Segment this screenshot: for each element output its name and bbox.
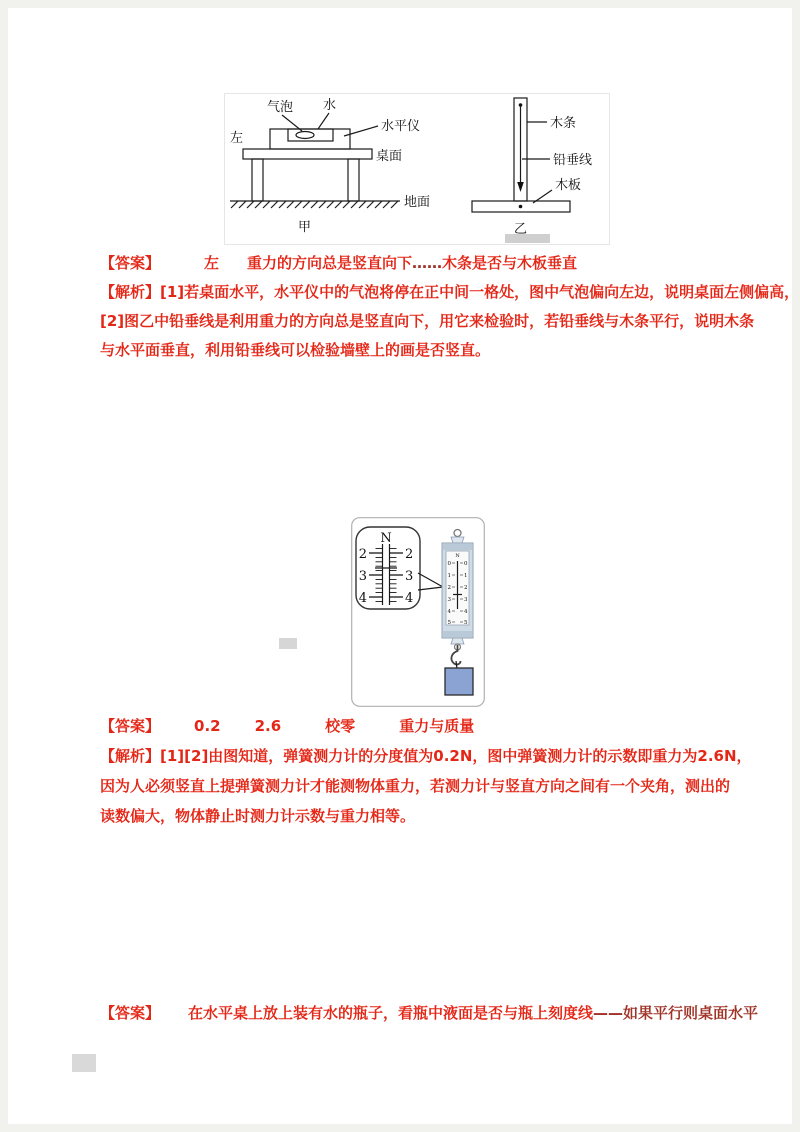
table-leg-left <box>252 159 263 201</box>
level-plumb-drawing <box>225 94 609 244</box>
scale-num-right-0: 0 <box>464 561 468 567</box>
top-bracket <box>451 537 464 543</box>
analysis2-line-3: 读数偏大，物体静止时测力计示数与重力相等。 <box>100 807 416 825</box>
scale-num-right-1: 1 <box>464 573 468 579</box>
answer3-line <box>100 1003 758 1023</box>
scale-num-right-2: 2 <box>464 585 468 591</box>
callout-num-left-2: 2 <box>358 547 367 562</box>
plumb-arrowhead <box>517 182 524 192</box>
scale-num-left-1: 1 <box>447 573 451 579</box>
scale-num-right-5: 5 <box>464 620 468 626</box>
fig-b-highlight <box>505 234 550 243</box>
answer2-blank-3: 校零 <box>325 717 356 735</box>
level-leader-line <box>344 126 378 136</box>
analysis2-line-2: 因为人必须竖直上提弹簧测力计才能测物体重力，若测力计与竖直方向之间有一个夹角，测出的 <box>100 777 731 795</box>
scale-num-left-5: 5 <box>447 620 451 626</box>
bubble-label: 气泡 <box>267 100 294 115</box>
answer3-main: 在水平桌上放上装有水的瓶子，看瓶中液面是否与瓶上刻度线 <box>188 1004 594 1022</box>
callout-num-left-4: 4 <box>358 591 367 606</box>
callout-num-right-4: 4 <box>405 591 414 606</box>
wood-strip-label: 木条 <box>550 116 577 131</box>
answer1-main: 重力的方向总是竖直向下 <box>247 254 413 272</box>
water-label: 水 <box>323 98 337 113</box>
spring-scale-drawing <box>351 517 485 707</box>
answer2-blank-2: 2.6 <box>254 717 282 735</box>
scale-body-bottom-cap <box>443 631 472 637</box>
analysis2-line-1: 【解析】[1][2]由图知道，弹簧测力计的分度值为0.2N，图中弹簧测力计的示数即重力为2.6N， <box>100 747 752 765</box>
table-leg-right <box>348 159 359 201</box>
scale-num-left-4: 4 <box>447 609 451 615</box>
scale-num-left-0: 0 <box>447 561 451 567</box>
plate-unit-label: N <box>455 553 460 559</box>
fig-a-label: 甲 <box>298 220 312 235</box>
highlight-dash <box>279 638 297 649</box>
weight-cube <box>445 668 473 695</box>
answer2-line <box>100 716 474 736</box>
answer2-blank-4: 重力与质量 <box>399 717 475 735</box>
ground-label: 地面 <box>404 195 431 210</box>
analysis1-line-3: 与水平面垂直，利用铅垂线可以检验墙壁上的画是否竖直。 <box>100 341 491 359</box>
wood-board-label: 木板 <box>555 178 582 193</box>
callout-num-right-2: 2 <box>405 547 414 562</box>
answer3-tail: 如果平行则桌面水平 <box>623 1004 759 1022</box>
scale-num-right-4: 4 <box>464 609 468 615</box>
left-label: 左 <box>230 131 244 146</box>
callout-unit-label: N <box>380 531 392 546</box>
table-top-label: 桌面 <box>376 149 403 164</box>
answer2-blank-1: 0.2 <box>194 717 221 735</box>
figure-level-and-plumb <box>224 93 610 245</box>
level-tool-label: 水平仪 <box>381 119 421 134</box>
ground-hatch <box>231 201 398 208</box>
fig-b-label: 乙 <box>514 222 528 237</box>
water-leader-line <box>318 113 329 129</box>
table-top-shape <box>243 149 372 159</box>
scale-body-top-cap <box>443 544 472 550</box>
answer2-label: 【答案】 <box>100 717 161 735</box>
callout-num-right-3: 3 <box>405 569 414 584</box>
figure-spring-scale <box>351 517 485 707</box>
answer1-tail: 木条是否与木板垂直 <box>442 254 578 272</box>
answer3-dash: —— <box>593 1004 624 1022</box>
answer3-label: 【答案】 <box>100 1004 161 1022</box>
corner-box <box>72 1054 96 1072</box>
answer1-blank: 左 <box>204 254 220 272</box>
analysis1-line-2: [2]图乙中铅垂线是利用重力的方向总是竖直向下，用它来检验时，若铅垂线与木条平行，说明木条 <box>100 312 755 330</box>
bottom-bracket <box>451 638 464 644</box>
scale-num-right-3: 3 <box>464 597 468 603</box>
answer1-label: 【答案】 <box>100 254 161 272</box>
answer1-ellipsis: …… <box>412 254 443 272</box>
scale-num-left-2: 2 <box>447 585 451 591</box>
analysis1-line-1: 【解析】[1]若桌面水平，水平仪中的气泡将停在正中间一格处，图中气泡偏向左边，说明桌面左侧偏高， <box>100 283 800 301</box>
board-dot <box>519 205 523 209</box>
scale-num-left-3: 3 <box>447 597 451 603</box>
callout-num-left-3: 3 <box>358 569 367 584</box>
plumb-line-label: 铅垂线 <box>553 153 593 168</box>
answer1-line <box>100 253 577 273</box>
bubble-shape <box>296 132 314 139</box>
level-window-shape <box>288 129 333 141</box>
